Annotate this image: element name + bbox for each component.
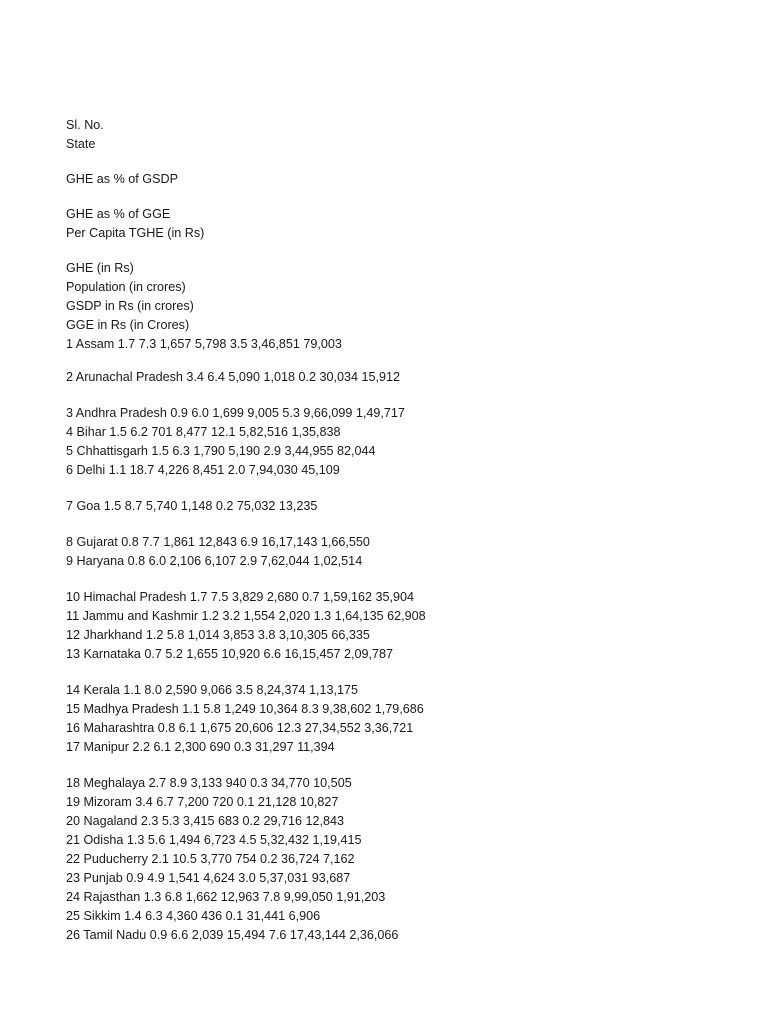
table-row: 25 Sikkim 1.4 6.3 4,360 436 0.1 31,441 6,906: [66, 909, 321, 923]
header-ghe-gsdp: GHE as % of GSDP: [66, 172, 178, 186]
table-row: 21 Odisha 1.3 5.6 1,494 6,723 4.5 5,32,432 1,19,415: [66, 833, 362, 847]
header-population: Population (in crores): [66, 280, 186, 294]
header-ghe-gge: GHE as % of GGE: [66, 207, 171, 221]
table-row: 17 Manipur 2.2 6.1 2,300 690 0.3 31,297 11,394: [66, 740, 335, 754]
table-row: 15 Madhya Pradesh 1.1 5.8 1,249 10,364 8.3 9,38,602 1,79,686: [66, 702, 424, 716]
document-page: [66, 116, 746, 945]
header-sl-no: Sl. No.: [66, 118, 104, 132]
table-row: 19 Mizoram 3.4 6.7 7,200 720 0.1 21,128 10,827: [66, 795, 339, 809]
table-row: 23 Punjab 0.9 4.9 1,541 4,624 3.0 5,37,031 93,687: [66, 871, 351, 885]
header-gge: GGE in Rs (in Crores): [66, 318, 190, 332]
table-row: 20 Nagaland 2.3 5.3 3,415 683 0.2 29,716 12,843: [66, 814, 345, 828]
table-row: 2 Arunachal Pradesh 3.4 6.4 5,090 1,018 0.2 30,034 15,912: [66, 370, 401, 384]
table-row: 26 Tamil Nadu 0.9 6.6 2,039 15,494 7.6 17,43,144 2,36,066: [66, 928, 399, 942]
table-row: 7 Goa 1.5 8.7 5,740 1,148 0.2 75,032 13,235: [66, 499, 318, 513]
table-row: 11 Jammu and Kashmir 1.2 3.2 1,554 2,020 1.3 1,64,135 62,908: [66, 609, 426, 623]
table-row: 8 Gujarat 0.8 7.7 1,861 12,843 6.9 16,17,143 1,66,550: [66, 535, 370, 549]
header-state: State: [66, 137, 96, 151]
table-row: 4 Bihar 1.5 6.2 701 8,477 12.1 5,82,516 1,35,838: [66, 425, 341, 439]
table-row: 12 Jharkhand 1.2 5.8 1,014 3,853 3.8 3,10,305 66,335: [66, 628, 370, 642]
table-row: 9 Haryana 0.8 6.0 2,106 6,107 2.9 7,62,044 1,02,514: [66, 554, 363, 568]
table-row: 14 Kerala 1.1 8.0 2,590 9,066 3.5 8,24,374 1,13,175: [66, 683, 358, 697]
table-row: 6 Delhi 1.1 18.7 4,226 8,451 2.0 7,94,030 45,109: [66, 463, 340, 477]
table-row: 24 Rajasthan 1.3 6.8 1,662 12,963 7.8 9,99,050 1,91,203: [66, 890, 386, 904]
header-per-capita: Per Capita TGHE (in Rs): [66, 226, 205, 240]
header-gsdp: GSDP in Rs (in crores): [66, 299, 194, 313]
header-ghe-rs: GHE (in Rs): [66, 261, 134, 275]
table-row: 18 Meghalaya 2.7 8.9 3,133 940 0.3 34,770 10,505: [66, 776, 352, 790]
table-row: 22 Puducherry 2.1 10.5 3,770 754 0.2 36,724 7,162: [66, 852, 355, 866]
table-row: 16 Maharashtra 0.8 6.1 1,675 20,606 12.3 27,34,552 3,36,721: [66, 721, 414, 735]
table-row: 5 Chhattisgarh 1.5 6.3 1,790 5,190 2.9 3,44,955 82,044: [66, 444, 376, 458]
table-row: 1 Assam 1.7 7.3 1,657 5,798 3.5 3,46,851 79,003: [66, 337, 342, 351]
table-row: 13 Karnataka 0.7 5.2 1,655 10,920 6.6 16,15,457 2,09,787: [66, 647, 394, 661]
table-row: 10 Himachal Pradesh 1.7 7.5 3,829 2,680 0.7 1,59,162 35,904: [66, 590, 414, 604]
table-row: 3 Andhra Pradesh 0.9 6.0 1,699 9,005 5.3 9,66,099 1,49,717: [66, 406, 405, 420]
